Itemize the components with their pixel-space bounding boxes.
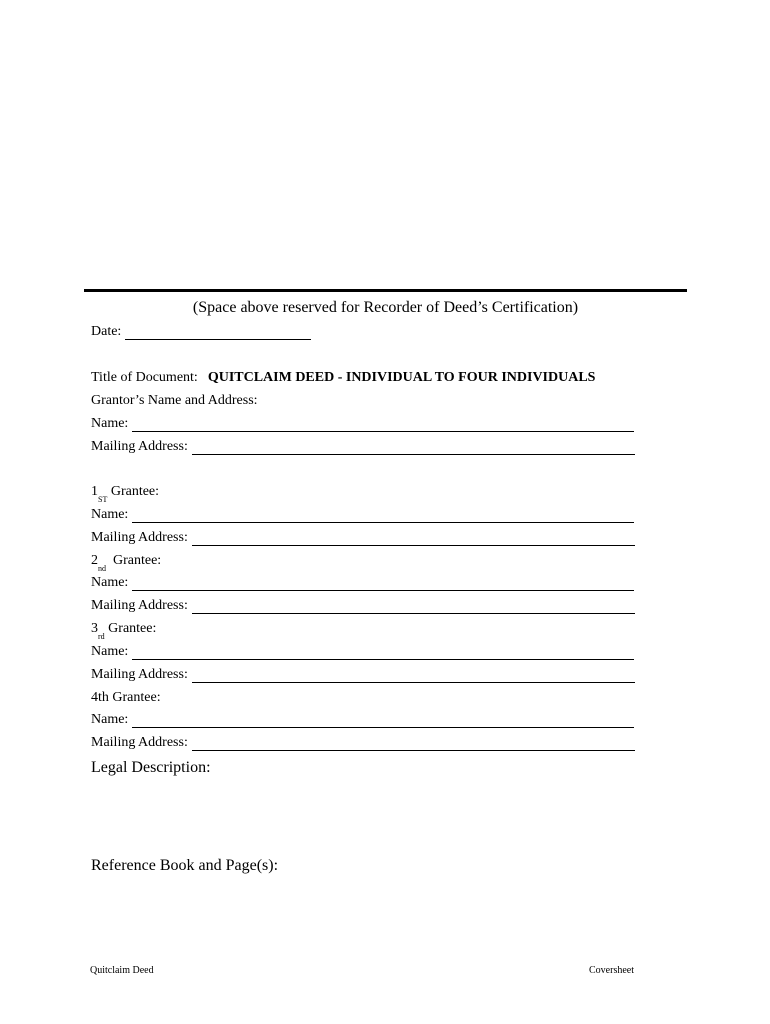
grantee1-mailing-field[interactable]: [192, 531, 635, 546]
grantee4-mailing-field[interactable]: [192, 736, 635, 751]
grantor-heading-label: Grantor’s Name and Address:: [91, 393, 258, 408]
grantor-name-row: [91, 414, 634, 432]
grantor-mailing-field[interactable]: [192, 440, 635, 455]
grantee3-label: Grantee:: [108, 621, 157, 636]
grantee3-mailing-field[interactable]: [192, 668, 635, 683]
name-label: Name:: [91, 507, 129, 522]
mailing-label: Mailing Address:: [91, 530, 188, 545]
name-label: Name:: [91, 416, 129, 431]
reference-book-label: Reference Book and Page(s):: [91, 857, 279, 874]
footer-left: Quitclaim Deed: [90, 965, 154, 976]
grantee2-label: Grantee:: [113, 553, 162, 568]
grantee3-heading: 3 rd Grantee:: [91, 621, 157, 641]
grantee2-name-row: [91, 573, 634, 591]
grantee1-mailing-row: [91, 528, 635, 546]
date-row: [91, 322, 311, 340]
name-label: Name:: [91, 644, 129, 659]
grantee2-number: 2: [91, 553, 98, 568]
name-label: Name:: [91, 575, 129, 590]
legal-description-heading: [91, 757, 211, 777]
grantee1-label: Grantee:: [110, 484, 160, 499]
grantee2-heading: 2 nd Grantee:: [91, 553, 162, 573]
legal-description-label: Legal Description:: [91, 759, 211, 776]
mailing-label: Mailing Address:: [91, 598, 188, 613]
grantee1-name-row: [91, 505, 634, 523]
reference-book-heading: [91, 855, 278, 875]
grantee4-name-row: [91, 710, 634, 728]
footer-right: Coversheet: [589, 965, 634, 976]
grantee1-heading: 1 ST Grantee:: [91, 484, 160, 504]
grantee1-name-field[interactable]: [132, 508, 634, 523]
recorder-reserved-note: (Space above reserved for Recorder of Deed’s Certification): [192, 299, 579, 316]
grantor-name-field[interactable]: [132, 417, 634, 432]
grantee4-mailing-row: [91, 733, 635, 751]
grantee3-number: 3: [91, 621, 98, 636]
grantee2-mailing-field[interactable]: [192, 599, 635, 614]
mailing-label: Mailing Address:: [91, 667, 188, 682]
grantee2-name-field[interactable]: [132, 576, 634, 591]
grantor-heading: [91, 391, 258, 409]
grantee3-name-row: [91, 642, 634, 660]
grantee3-mailing-row: [91, 665, 635, 683]
name-label: Name:: [91, 712, 129, 727]
document-title: QUITCLAIM DEED - INDIVIDUAL TO FOUR INDIVIDUALS: [207, 370, 596, 385]
grantee3-name-field[interactable]: [132, 645, 634, 660]
title-row: [91, 368, 595, 386]
date-label: Date:: [91, 324, 122, 339]
grantee4-label: 4th Grantee:: [91, 690, 161, 705]
mailing-label: Mailing Address:: [91, 735, 188, 750]
grantee1-number: 1: [91, 484, 98, 499]
grantee4-name-field[interactable]: [132, 713, 634, 728]
recorder-separator-line: [84, 289, 687, 292]
grantee4-heading: [91, 688, 161, 706]
date-field[interactable]: [125, 325, 311, 340]
title-label: Title of Document:: [91, 370, 198, 385]
grantee2-mailing-row: [91, 596, 635, 614]
grantor-mailing-row: [91, 437, 635, 455]
mailing-label: Mailing Address:: [91, 439, 188, 454]
